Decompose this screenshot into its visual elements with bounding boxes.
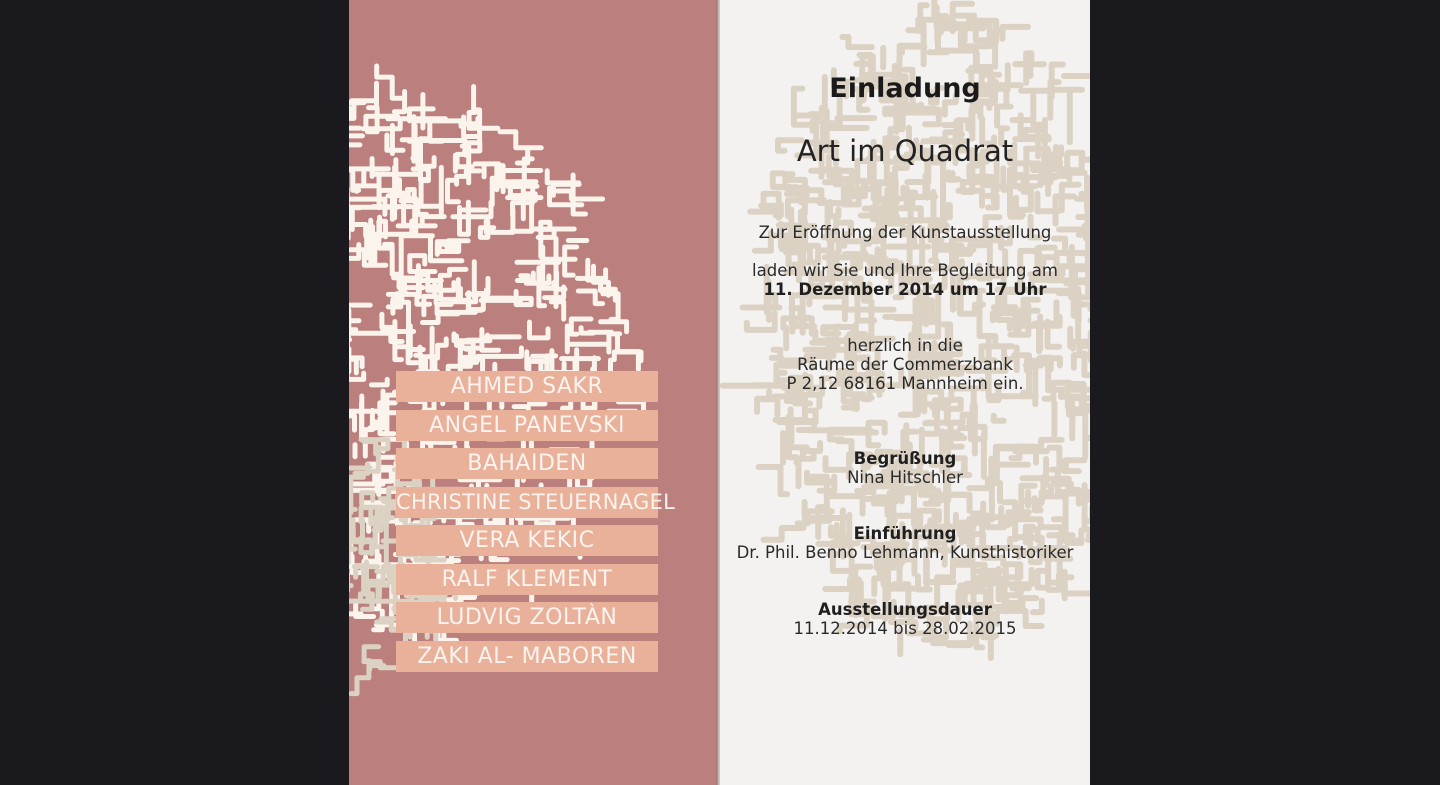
venue-line-2: Räume der Commerzbank — [797, 355, 1013, 374]
artist-name: CHRISTINE STEUERNAGEL — [396, 487, 658, 518]
artist-name: LUDVIG ZOLTÀN — [396, 602, 658, 633]
artist-name: ANGEL PANEVSKI — [396, 410, 658, 441]
introduction-label: Einführung — [853, 524, 957, 543]
exhibition-title: Art im Quadrat — [796, 134, 1014, 168]
greeting-speaker: Nina Hitschler — [847, 468, 963, 487]
artist-name: RALF KLEMENT — [396, 564, 658, 595]
artist-list — [396, 371, 676, 679]
artist-name: AHMED SAKR — [396, 371, 658, 402]
duration-dates: 11.12.2014 bis 28.02.2015 — [793, 619, 1017, 638]
venue-line-1: herzlich in die — [847, 336, 963, 355]
opening-line: Zur Eröffnung der Kunstausstellung — [758, 223, 1052, 242]
artist-name: ZAKI AL- MABOREN — [396, 641, 658, 672]
invitation-text — [720, 0, 1090, 785]
event-date-time: 11. Dezember 2014 um 17 Uhr — [763, 280, 1047, 299]
artist-name: BAHAIDEN — [396, 448, 658, 479]
duration-label: Ausstellungsdauer — [818, 600, 992, 619]
venue-address: P 2,12 68161 Mannheim ein. — [786, 374, 1024, 393]
greeting-label: Begrüßung — [853, 449, 957, 468]
artist-name: VERA KEKIC — [396, 525, 658, 556]
viewer-background-left — [0, 0, 349, 785]
invitation-heading: Einladung — [829, 73, 981, 104]
viewer-background-right — [1090, 0, 1440, 785]
introduction-speaker: Dr. Phil. Benno Lehmann, Kunsthistoriker — [736, 543, 1074, 562]
invite-line: laden wir Sie und Ihre Begleitung am — [752, 261, 1058, 280]
